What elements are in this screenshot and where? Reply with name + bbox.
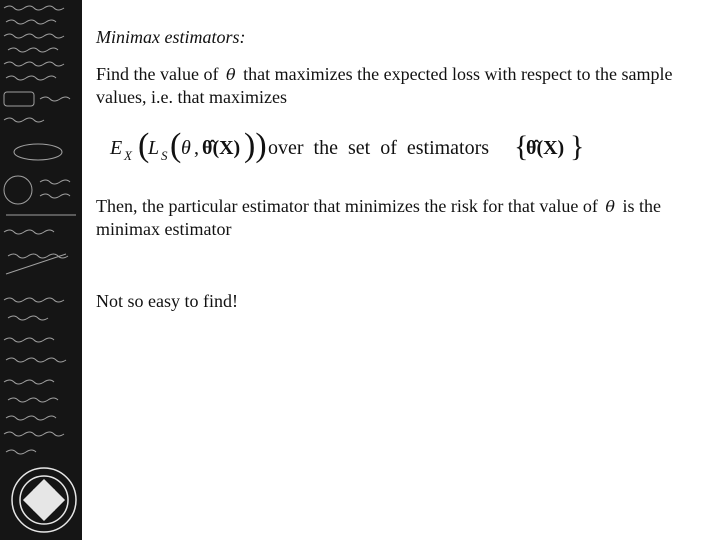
- svg-text:,: ,: [194, 137, 199, 159]
- estimator-argument: θ̂(X): [202, 137, 241, 159]
- expectation-subscript: X: [124, 148, 132, 163]
- university-seal: [12, 468, 76, 532]
- open-paren-outer: (: [138, 127, 150, 164]
- paragraph-note: Not so easy to find!: [96, 291, 238, 311]
- theta-symbol: θ: [225, 65, 236, 84]
- chalkboard-sidebar: [0, 0, 82, 540]
- theta-argument: θ: [181, 137, 191, 159]
- loss-subscript: S: [161, 148, 168, 163]
- set-brace-close: }: [570, 130, 585, 163]
- over-set-text: over the set of estimators: [268, 137, 490, 159]
- close-parens: )): [244, 127, 267, 164]
- paragraph-minimax: [96, 195, 696, 240]
- paragraph-definition: [96, 63, 696, 108]
- set-estimator: θ̂(X): [526, 137, 565, 159]
- set-brace-open: {: [514, 130, 529, 163]
- expected-loss-formula: [108, 126, 588, 166]
- expectation-symbol: E: [110, 137, 123, 159]
- paragraph-minimax-start: Then, the particular estimator that minimizes the risk for that value of: [96, 196, 598, 216]
- paragraph-definition-start: Find the value of: [96, 64, 219, 84]
- chalk-doodles: [0, 0, 82, 540]
- loss-symbol: L: [148, 137, 160, 159]
- slide-content: [96, 0, 706, 540]
- paragraph-definition-end: that maximizes the expected loss with respect to the sample values, i.e. that maximizes: [96, 64, 673, 107]
- paragraph-minimax-end: is the minimax estimator: [96, 196, 661, 239]
- open-paren-inner: (: [170, 127, 182, 164]
- slide-heading: Minimax estimators:: [96, 27, 246, 47]
- theta-symbol-2: θ: [605, 197, 615, 216]
